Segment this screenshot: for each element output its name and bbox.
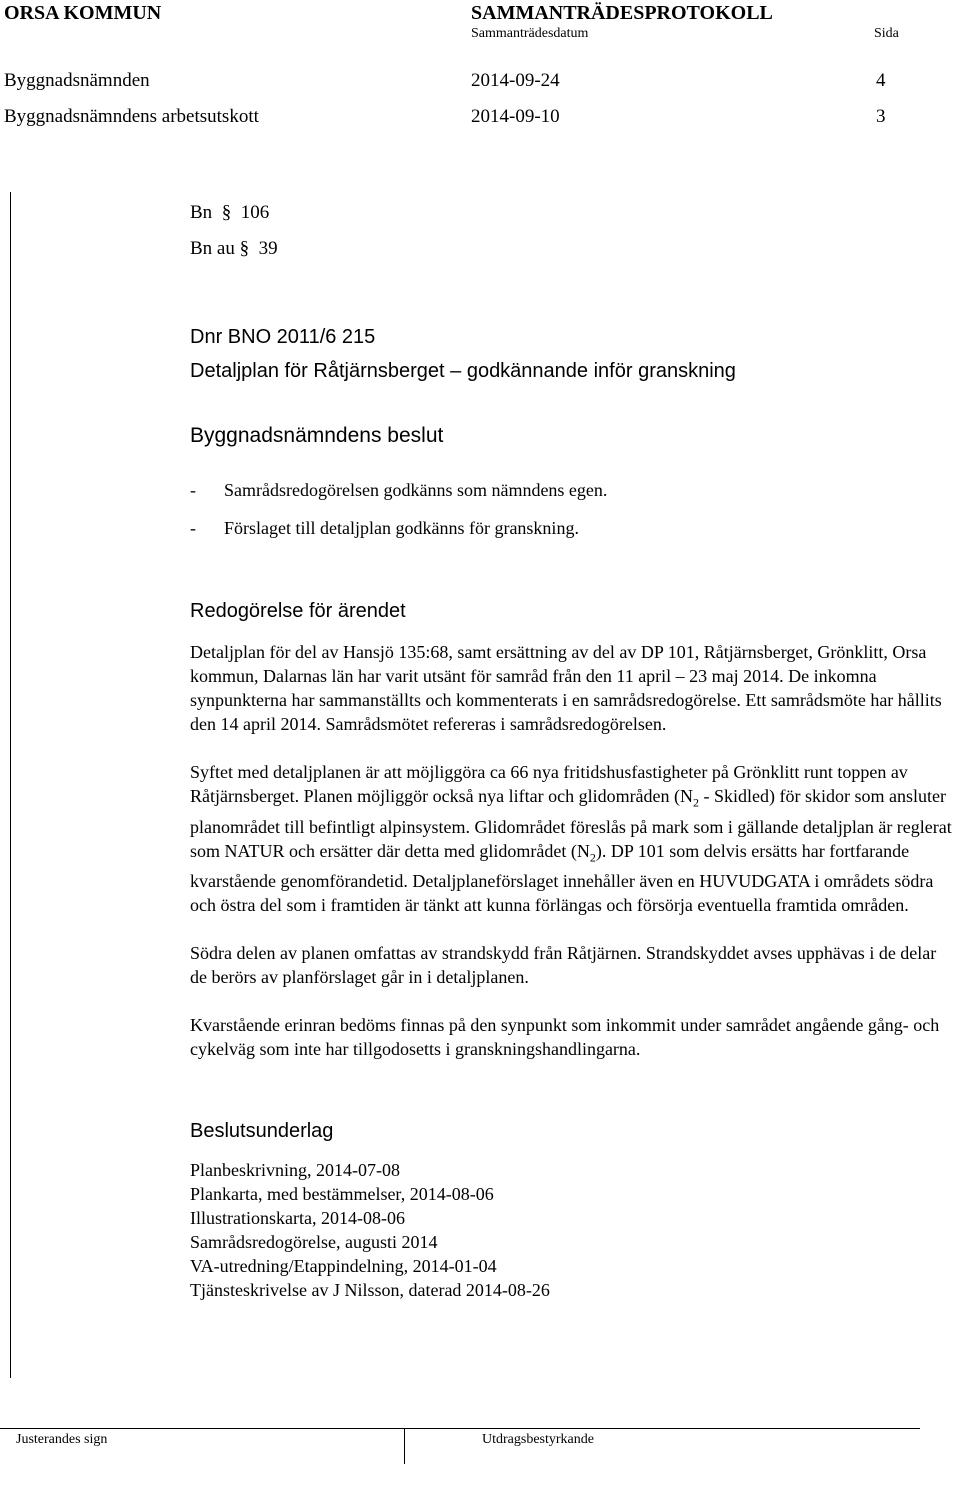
- section-sign: §: [221, 202, 232, 223]
- decision-list: [190, 478, 955, 540]
- bn-number: 106: [240, 202, 270, 223]
- basis-item: VA-utredning/Etappindelning, 2014-01-04: [190, 1256, 497, 1276]
- organization-name: ORSA KOMMUN: [4, 2, 162, 24]
- footer-divider: [404, 1428, 405, 1464]
- footer-rule: [0, 1428, 920, 1429]
- bnau-number: 39: [258, 238, 278, 259]
- header-row-body: Byggnadsnämnden: [4, 70, 150, 91]
- sign-label: Justerandes sign: [16, 1432, 108, 1447]
- header-row-body: Byggnadsnämndens arbetsutskott: [4, 106, 259, 127]
- decision-item: - Förslaget till detaljplan godkänns för granskning.: [190, 518, 579, 538]
- basis-item: Samrådsredogörelse, augusti 2014: [190, 1232, 438, 1252]
- report-body: [190, 640, 955, 1061]
- report-paragraph: Södra delen av planen omfattas av strandskydd från Råtjärnen. Strandskyddet avses upphävas i de delar de berörs av planförslaget går in i detaljplanen.: [190, 943, 937, 988]
- report-paragraph: Syftet med detaljplanen är att möjliggöra ca 66 nya fritidshusfastigheter på Grönklitt runt toppen av Råtjärnsberget. Planen möjliggör också nya liftar och glidområden ($N_2$ - Skidled) för skidor som ansluter planområdet till befintligt alpinsystem. Glidområdet föreslås på mark som i gällande detaljplan är reglerat som NATUR och ersätter där detta med glidområdet $(N_2)$. DP 101 som delvis ersätts har fortfarande kvarstående genomförandetid. Detaljplaneförslaget innehåller även en HUVUDGATA i områdets södra och östra del som i framtiden är tänkt att kunna förlängas och försörja eventuella framtida områden.: [190, 762, 952, 916]
- header-row-date: 2014-09-10: [471, 106, 560, 127]
- report-heading: Redogörelse för ärendet: [190, 600, 406, 622]
- certification-label: Utdragsbestyrkande: [482, 1432, 594, 1447]
- case-number: Dnr BNO 2011/6 215: [190, 326, 376, 348]
- margin-line: [10, 192, 11, 1378]
- case-title: Detaljplan för Råtjärnsberget – godkännande inför granskning: [190, 360, 736, 382]
- decision-item: - Samrådsredogörelsen godkänns som nämndens egen.: [190, 480, 608, 500]
- header-row-page: 3: [876, 106, 886, 127]
- section-sign: §: [239, 238, 250, 259]
- paragraph-ref-bn: [190, 202, 269, 224]
- basis-heading: Beslutsunderlag: [190, 1120, 334, 1142]
- bn-prefix: Bn: [190, 202, 213, 223]
- basis-item: Planbeskrivning, 2014-07-08: [190, 1160, 400, 1180]
- basis-list: [190, 1158, 955, 1302]
- bnau-prefix: Bn au: [190, 238, 235, 259]
- report-paragraph: Kvarstående erinran bedöms finnas på den synpunkt som inkommit under samrådet angående gång- och cykelväg som inte har tillgodosetts i granskningshandlingarna.: [190, 1015, 940, 1060]
- meeting-date-label: Sammanträdesdatum: [471, 26, 589, 41]
- decision-heading: Byggnadsnämndens beslut: [190, 424, 444, 447]
- basis-item: Illustrationskarta, 2014-08-06: [190, 1208, 405, 1228]
- report-paragraph: Detaljplan för del av Hansjö 135:68, samt ersättning av del av DP 101, Råtjärnsberget, Grönklitt, Orsa kommun, Dalarnas län har varit utsänt för samråd från den 11 april – 23 maj 2014. De inkomna synpunkterna har sammanställts och kommenterats i en samrådsredogörelse. Ett samrådsmöte har hållits den 14 april 2014. Samrådsmötet refereras i samrådsredogörelsen.: [190, 642, 942, 734]
- document-type: SAMMANTRÄDESPROTOKOLL: [471, 2, 773, 24]
- page-label: Sida: [874, 26, 899, 41]
- header-row-date: 2014-09-24: [471, 70, 560, 91]
- basis-item: Plankarta, med bestämmelser, 2014-08-06: [190, 1184, 494, 1204]
- basis-item: Tjänsteskrivelse av J Nilsson, daterad 2014-08-26: [190, 1280, 550, 1300]
- header-row-page: 4: [876, 70, 886, 91]
- paragraph-ref-bnau: [190, 238, 278, 260]
